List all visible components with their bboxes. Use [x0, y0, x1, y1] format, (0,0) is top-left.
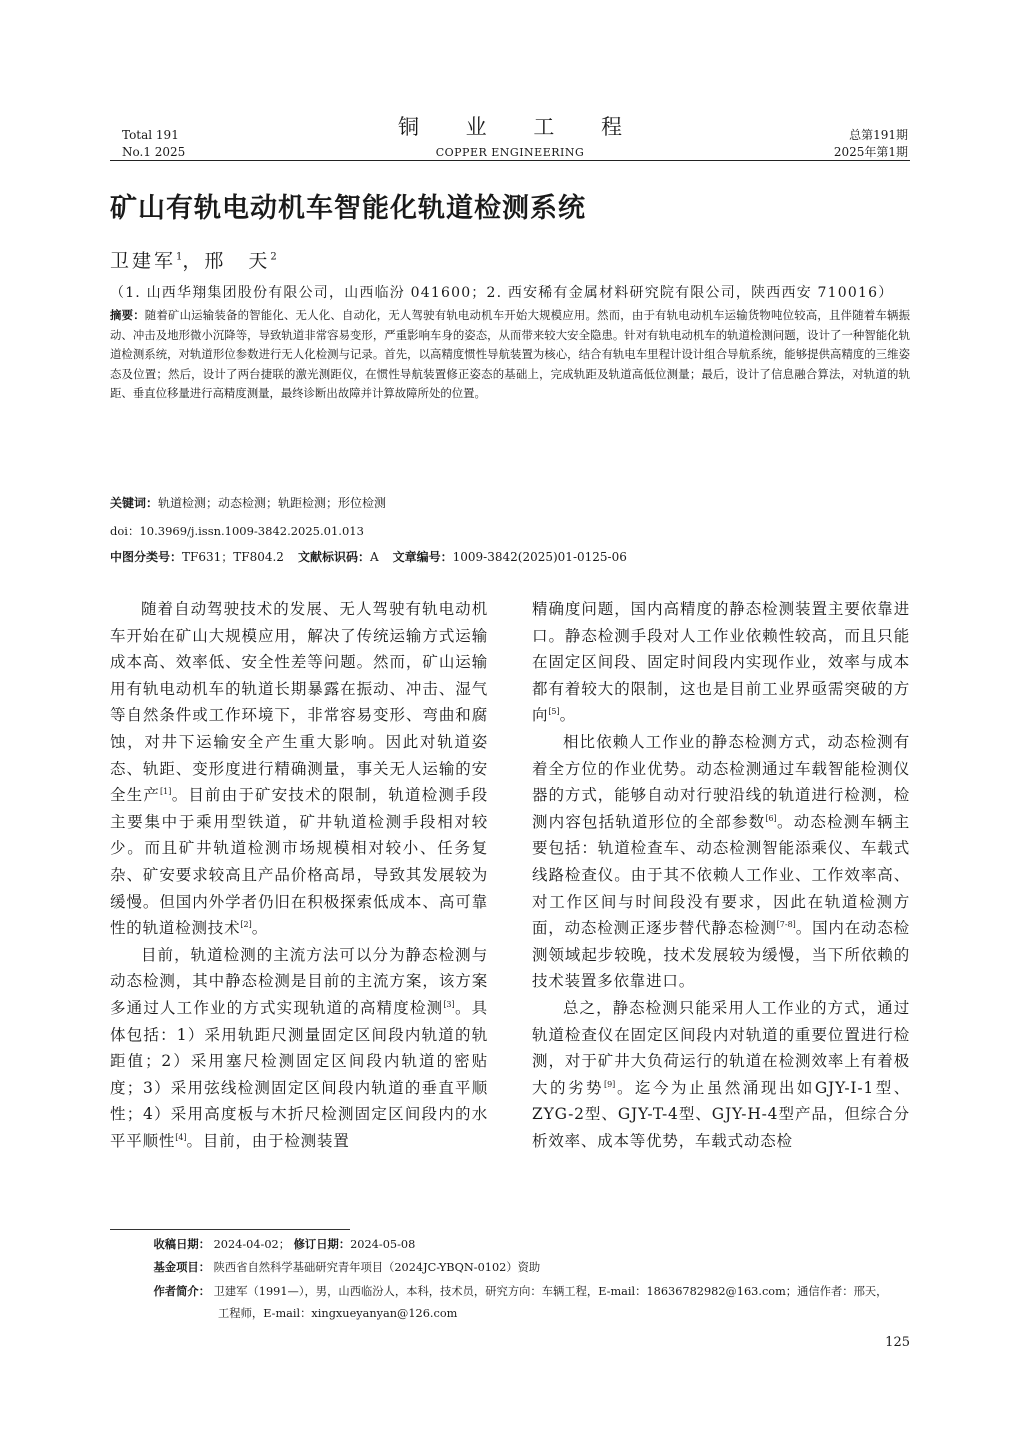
header-total-issue-cn: 总第191期 — [849, 128, 908, 142]
abstract-text: 随着矿山运输装备的智能化、无人化、自动化，无人驾驶有轨电动机车开始大规模应用。然而，由于有轨电动机车运输货物吨位较高，且伴随着车辆振动、冲击及地形微小沉降等，导致轨道非常容易变形，严重影响车身的姿态，从而带来较大安全隐患。针对有轨电动机车的轨道检测问题，设计了一种智能化轨道检测系统，对轨道形位参数进行无人化检测与记录。首先，以高精度惯性导航装置为核心，结合有轨电车里程计设计组合导航系统，能够提供高精度的三维姿态及位置；然后，设计了两台捷联的激光测距仪，在惯性导航装置修正姿态的基础上，完成轨距及轨道高低位测量；最后，设计了信息融合算法，对轨道的轨距、垂直位移量进行高精度测量，最终诊断出故障并计算故障所处的位置。 — [110, 308, 910, 401]
header-rule — [110, 160, 910, 161]
body-paragraph: 相比依赖人工作业的静态检测方式，动态检测有着全方位的作业优势。动态检测通过车载智能检测仪器的方式，能够自动对行驶沿线的轨道进行检测，检测内容包括轨道形位的全部参数[6]。动态检测车辆主要包括：轨道检查车、动态检测智能添乘仪、车载式线路检查仪。由于其不依赖人工作业、工作效率高、对工作区间与时间段没有要求，因此在轨道检测方面，动态检测正逐步替代静态检测[7-8]。国内在动态检测领域起步较晚，技术发展较为缓慢，当下所依赖的技术装置多依靠进口。 — [532, 732, 910, 991]
abstract-label: 摘要： — [110, 308, 145, 322]
citation: [4] — [175, 1132, 187, 1142]
author-bio-line: 工程师，E-mail：xingxueyanyan@126.com — [218, 1307, 458, 1320]
received-label: 收稿日期： — [153, 1238, 210, 1251]
citation: [9] — [603, 1079, 616, 1089]
body-paragraph: 总之，静态检测只能采用人工作业的方式，通过轨道检查仪在固定区间段内对轨道的重要位置进行检测，对于矿井大负荷运行的轨道在检测效率上有着极大的劣势[9]。迄今为止虽然涌现出如GJY-I-1型、ZYG-2型、GJY-T-4型、GJY-H-4型产品，但综合分析效率、成本等优势，车载式动态检 — [532, 998, 910, 1150]
author-bio-label: 作者简介： — [153, 1285, 210, 1298]
author-name: 邢 天 — [204, 250, 271, 272]
clc-label: 中图分类号： — [110, 550, 183, 564]
author-bio-line: 卫建军（1991—），男，山西临汾人，本科，技术员，研究方向：车辆工程，E-mail：18636782982@163.com；通信作者：邢天， — [213, 1285, 888, 1298]
author-separator: ， — [182, 250, 205, 272]
abstract — [110, 306, 910, 404]
doi: doi：10.3969/j.issn.1009-3842.2025.01.013 — [110, 524, 364, 538]
body-paragraph-continued: 精确度问题，国内高精度的静态检测装置主要依靠进口。静态检测手段对人工作业依赖性较高，而且只能在固定区间段、固定时间段内实现作业，效率与成本都有着较大的限制，这也是目前工业界亟需突破的方向[5]。 — [532, 600, 910, 725]
keywords-label: 关键词： — [110, 496, 159, 510]
classification-line — [110, 548, 627, 565]
author-name: 卫建军 — [110, 250, 177, 272]
header-issue-year-cn: 2025年第1期 — [833, 145, 908, 159]
author-affil-mark: 1 — [176, 251, 183, 263]
header-issue-year: No.1 2025 — [122, 145, 186, 159]
header-left — [122, 127, 185, 161]
article-title: 矿山有轨电动机车智能化轨道检测系统 — [110, 193, 586, 224]
fund-label: 基金项目： — [153, 1261, 210, 1274]
citation: [6] — [765, 813, 777, 823]
citation: [5] — [548, 707, 560, 717]
article-number-label: 文章编号： — [392, 550, 453, 564]
citation: [7-8] — [776, 919, 796, 929]
header-right — [834, 127, 908, 161]
footnote-fund — [110, 1257, 910, 1279]
keywords — [110, 494, 386, 511]
citation: [2] — [240, 919, 252, 929]
body-paragraph: 目前，轨道检测的主流方法可以分为静态检测与动态检测，其中静态检测是目前的主流方案，该方案多通过人工作业的方式实现轨道的高精度检测[3]。具体包括：1）采用轨距尺测量固定区间段内轨道的轨距值；2）采用塞尺检测固定区间段内轨道的密贴度；3）采用弦线检测固定区间段内轨道的垂直平顺性；4）采用高度板与木折尺检测固定区间段内的水平平顺性[4]。目前，由于检测装置 — [110, 945, 488, 1150]
journal-name-cn: 铜 业 工 程 — [397, 115, 643, 139]
journal-header — [330, 114, 690, 159]
citation: [3] — [443, 999, 455, 1009]
revised-label: 修订日期： — [293, 1238, 351, 1251]
footnote-rule — [110, 1229, 350, 1230]
affiliations: （1. 山西华翔集团股份有限公司，山西临汾 041600；2. 西安稀有金属材料研究院有限公司，陕西西安 710016） — [110, 285, 894, 301]
article-number-value: 1009-3842(2025)01-0125-06 — [452, 550, 627, 564]
header-total-issue: Total 191 — [122, 128, 179, 142]
footnote-author — [110, 1281, 910, 1325]
body-paragraph: 随着自动驾驶技术的发展、无人驾驶有轨电动机车开始在矿山大规模应用，解决了传统运输方式运输成本高、效率低、安全性差等问题。然而，矿山运输用有轨电动机车的轨道长期暴露在振动、冲击、湿气等自然条件或工作环境下，非常容易变形、弯曲和腐蚀，对井下运输安全产生重大影响。因此对轨道姿态、轨距、变形度进行精确测量，事关无人运输的安全生产[1]。目前由于矿安技术的限制，轨道检测手段主要集中于乘用型铁道，矿井轨道检测手段相对较少。而且矿井轨道检测市场规模相对较小、任务复杂、矿安要求较高且产品价格高昂，导致其发展较为缓慢。但国内外学者仍旧在积极探索低成本、高可靠性的轨道检测技术[2]。 — [110, 600, 488, 938]
page-number: 125 — [885, 1335, 910, 1350]
body-column-left — [110, 596, 488, 1154]
citation: [1] — [160, 787, 172, 796]
author-affil-mark: 2 — [270, 251, 277, 263]
doc-code-value: A — [369, 550, 379, 564]
revised-date: 2024-05-08 — [350, 1238, 416, 1251]
author-list — [110, 246, 277, 273]
footnote-dates — [110, 1234, 910, 1256]
doc-code-label: 文献标识码： — [297, 550, 370, 564]
keywords-text: 轨道检测；动态检测；轨距检测；形位检测 — [158, 496, 387, 510]
journal-name-en: COPPER ENGINEERING — [435, 146, 585, 159]
received-date: 2024-04-02； — [213, 1238, 291, 1251]
body-column-right — [532, 596, 910, 1154]
fund-value: 陕西省自然科学基础研究青年项目（2024JC-YBQN-0102）资助 — [213, 1261, 541, 1274]
clc-value: TF631；TF804.2 — [182, 550, 284, 564]
